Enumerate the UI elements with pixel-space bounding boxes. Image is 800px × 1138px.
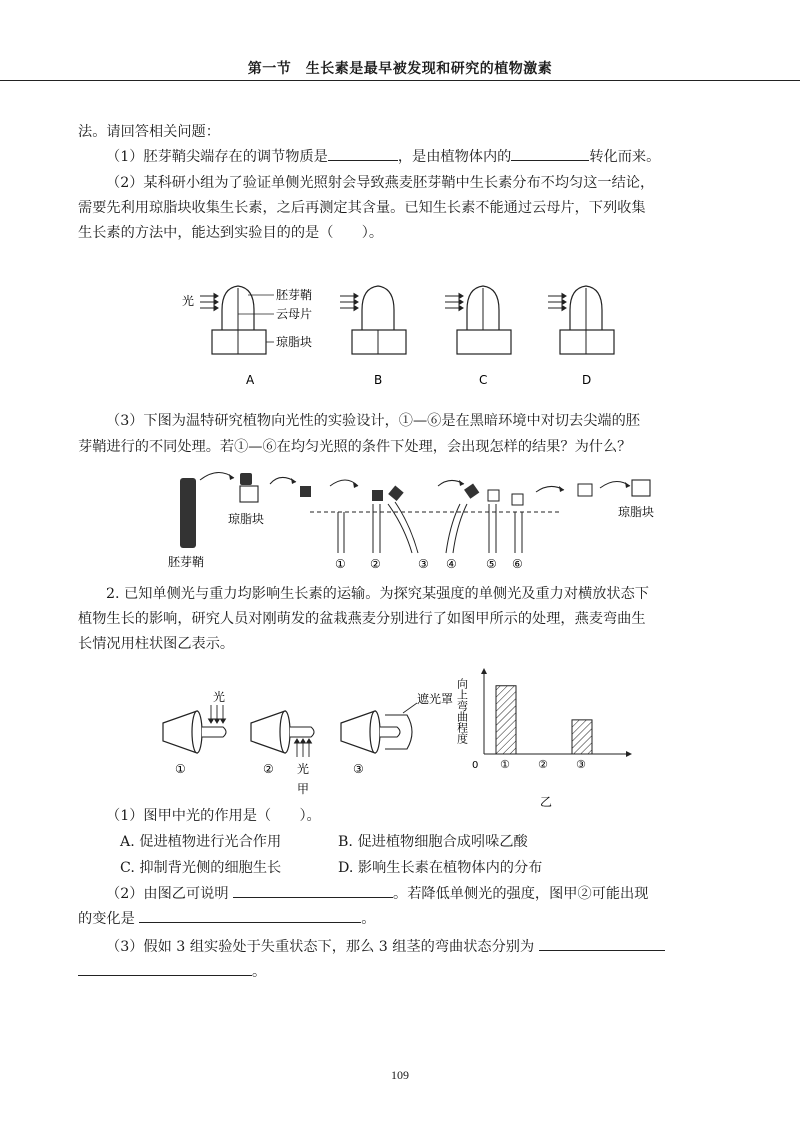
coleoptile-label: 胚芽鞘	[168, 555, 205, 569]
light-down-arrows-icon	[209, 705, 226, 723]
q2-line1	[78, 583, 728, 605]
q1-sub1-a: （1）胚芽鞘尖端存在的调节物质是	[106, 149, 328, 165]
jia-num: ②	[263, 762, 274, 776]
x-tick-label: ②	[538, 758, 548, 771]
q1-sub2-line2: 需要先利用琼脂块收集生长素，之后再测定其含量。已知生长素不能通过云母片，下列收集	[78, 200, 646, 216]
figure-yi-bar-chart	[440, 668, 640, 813]
q2-sub3-b: 。	[252, 964, 267, 980]
option-d[interactable]: D. 影响生长素在植物体内的分布	[338, 860, 543, 876]
q1-sub2-line3: 生长素的方法中，能达到实验目的的是（ ）。	[78, 225, 384, 241]
coleoptile-setup-figure	[170, 280, 620, 390]
treatment-num: ②	[370, 557, 381, 571]
pot-1	[163, 689, 226, 776]
page-header: 第一节 生长素是最早被发现和研究的植物激素	[247, 61, 553, 77]
light-bottom-label: 光	[297, 762, 310, 776]
pot-2	[251, 711, 314, 776]
q2-sub3-a: （3）假如 3 组实验处于失重状态下，那么 3 组茎的弯曲状态分别为	[106, 939, 535, 955]
setup-c	[445, 286, 511, 387]
q2-options-row1	[78, 831, 728, 853]
q1-sub2-line1	[78, 172, 728, 194]
coleoptile-stem	[180, 478, 196, 548]
q1-sub2-text: （2）某科研小组为了验证单侧光照射会导致燕麦胚芽鞘中生长素分布不均匀这一结论，	[106, 175, 655, 191]
q2-options-row2	[78, 857, 728, 879]
mica-label: 云母片	[276, 307, 313, 321]
q2-sub2-line1	[78, 883, 728, 905]
option-label: A	[246, 373, 255, 387]
answer-blank[interactable]	[511, 146, 589, 161]
answer-blank[interactable]	[328, 146, 398, 161]
bar-3	[572, 720, 592, 754]
light-top-label: 光	[213, 690, 226, 704]
q2-sub2-c: 的变化是	[78, 911, 135, 927]
q1-intro: 法。请回答相关问题：	[78, 124, 220, 140]
went-experiment-figure	[160, 468, 680, 574]
figure-jia-caption: 甲	[297, 782, 310, 795]
option-b[interactable]: B. 促进植物细胞合成吲哚乙酸	[338, 834, 528, 850]
option-c[interactable]: C. 抑制背光侧的细胞生长	[120, 860, 282, 876]
q2-sub2-b: 。若降低单侧光的强度，图甲②可能出现	[393, 886, 649, 902]
light-arrows-icon	[548, 294, 566, 311]
agar-block-label: 琼脂块	[228, 512, 265, 526]
treatment-num: ③	[418, 557, 429, 571]
treatment-num: ⑥	[512, 557, 523, 571]
bar-1	[496, 686, 516, 754]
q2-line3: 长情况用柱状图乙表示。	[78, 636, 235, 652]
q2-text: 2. 已知单侧光与重力均影响生长素的运输。为探究某强度的单侧光及重力对横放状态下	[106, 586, 649, 602]
treatment-num: ⑤	[486, 557, 497, 571]
x-tick-label: ③	[576, 758, 586, 771]
q2-sub1-text: （1）图甲中光的作用是（ ）。	[106, 808, 321, 824]
light-label: 光	[182, 294, 195, 308]
coleoptile-label: 胚芽鞘	[276, 288, 313, 302]
treatment-num: ④	[446, 557, 457, 571]
option-label: B	[374, 373, 383, 387]
q2-sub3-line2	[78, 961, 728, 983]
light-arrows-icon	[340, 294, 358, 311]
setup-a	[182, 286, 312, 387]
shade-label: 遮光罩	[417, 692, 454, 706]
option-a[interactable]: A. 促进植物进行光合作用	[120, 834, 282, 850]
setup-d	[548, 286, 614, 387]
q1-sub3-line1	[78, 410, 728, 432]
light-arrows-icon	[200, 294, 218, 311]
origin-label: 0	[472, 760, 479, 771]
figure-yi-caption: 乙	[540, 795, 553, 809]
option-label: D	[582, 373, 592, 387]
treatment-num: ①	[335, 557, 346, 571]
q2-sub3-line1	[78, 936, 728, 958]
option-label: C	[479, 373, 488, 387]
figure-jia	[155, 685, 455, 795]
q1-sub3-line2: 芽鞘进行的不同处理。若①—⑥在均匀光照的条件下处理，会出现怎样的结果？为什么？	[78, 439, 632, 455]
q2-sub2-a: （2）由图乙可说明	[106, 886, 229, 902]
x-tick-label: ①	[500, 758, 510, 771]
light-up-arrows-icon	[295, 739, 312, 757]
jia-num: ①	[175, 762, 186, 776]
agar-label: 琼脂块	[276, 335, 313, 349]
q1-sub3-text: （3）下图为温特研究植物向光性的实验设计，①—⑥是在黑暗环境中对切去尖端的胚	[106, 413, 640, 429]
answer-blank[interactable]	[539, 936, 665, 951]
q2-line2: 植物生长的影响，研究人员对刚萌发的盆栽燕麦分别进行了如图甲所示的处理，燕麦弯曲生	[78, 611, 646, 627]
light-arrows-icon	[445, 294, 463, 311]
header-rule	[0, 80, 800, 81]
y-axis-label: 向上弯曲程度	[455, 678, 469, 744]
q1-sub1-b: ，是由植物体内的	[397, 149, 512, 165]
q1-sub1	[78, 146, 728, 168]
jia-num: ③	[353, 762, 364, 776]
answer-blank[interactable]	[139, 908, 361, 923]
agar-block-label: 琼脂块	[618, 505, 655, 519]
pot-3	[341, 691, 453, 776]
q2-sub1	[78, 805, 728, 827]
answer-blank[interactable]	[78, 961, 252, 976]
page-number: 109	[391, 1068, 409, 1082]
agar-block	[212, 330, 266, 354]
q2-sub2-line2	[78, 908, 728, 930]
answer-blank[interactable]	[233, 883, 393, 898]
setup-b	[340, 286, 406, 387]
q1-sub1-c: 转化而来。	[589, 149, 661, 165]
q2-sub2-d: 。	[361, 911, 376, 927]
